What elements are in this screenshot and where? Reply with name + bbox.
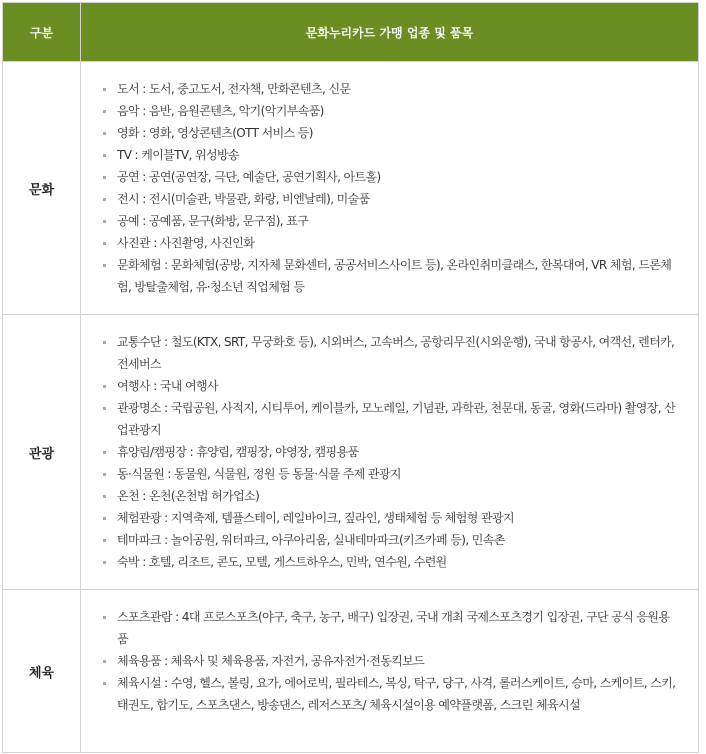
bullet-icon [103,495,106,498]
list-item [103,254,678,298]
bullet-icon [103,132,106,135]
bullet-icon [103,616,106,619]
item-text: 관광명소 : 국립공원, 사적지, 시티투어, 케이블카, 모노레일, 기념관, 과학관, 천문대, 동굴, 영화(드라마) 촬영장, 산업관광지 [117,401,676,437]
item-text: 문화체험 : 문화체험(공방, 지자체 문화센터, 공공서비스사이트 등), 온라인취미클래스, 한복대여, VR 체험, 드론체험, 방탈출체험, 유·청소년 직업체험 등 [117,258,672,294]
list-item [103,551,678,573]
item-text: 체육시설 : 수영, 헬스, 볼링, 요가, 에어로빅, 필라테스, 복싱, 탁구, 당구, 사격, 롤러스케이트, 승마, 스케이트, 스키, 태권도, 합기도, 스포츠댄스, 방송댄스, 레저스포츠/ 체육시설이용 예약플랫폼, 스크린 체육시설 [117,676,676,712]
item-text: 휴양림/캠핑장 : 휴양림, 캠핑장, 야영장, 캠핑용품 [117,445,359,459]
list-item [103,507,678,529]
list-item [103,232,678,254]
item-text: 공연 : 공연(공연장, 극단, 예술단, 공연기획사, 아트홀) [117,170,381,184]
list-item [103,672,678,716]
item-text: 숙박 : 호텔, 리조트, 콘도, 모텔, 게스트하우스, 민박, 연수원, 수련원 [117,555,447,569]
table-row-sports [3,590,699,753]
bullet-icon [103,660,106,663]
item-text: 음악 : 음반, 음원콘텐츠, 악기(악기부속품) [117,104,324,118]
header-items: 문화누리카드 가맹 업종 및 품목 [81,3,699,62]
table-row-culture [3,62,699,315]
list-item [103,144,678,166]
items-cell-sports [81,590,699,753]
bullet-icon [103,517,106,520]
category-sports: 체육 [3,590,81,753]
bullet-icon [103,88,106,91]
category-tourism: 관광 [3,315,81,590]
item-text: 테마파크 : 놀이공원, 워터파크, 아쿠아리움, 실내테마파크(키즈카페 등), 민속촌 [117,533,505,547]
bullet-icon [103,176,106,179]
bullet-icon [103,473,106,476]
item-text: 스포츠관람 : 4대 프로스포츠(야구, 축구, 농구, 배구) 입장권, 국내 개최 국제스포츠경기 입장권, 구단 공식 응원용품 [117,610,670,646]
bullet-icon [103,539,106,542]
list-item [103,188,678,210]
list-item [103,463,678,485]
item-text: 공예 : 공예품, 문구(화방, 문구점), 표구 [117,214,309,228]
bullet-icon [103,264,106,267]
list-item [103,485,678,507]
list-item [103,166,678,188]
item-text: 체육용품 : 체육사 및 체육용품, 자전거, 공유자전거·전동킥보드 [117,654,425,668]
bullet-icon [103,242,106,245]
category-culture: 문화 [3,62,81,315]
bullet-icon [103,682,106,685]
list-item [103,78,678,100]
header-category: 구분 [3,3,81,62]
item-text: 체험관광 : 지역축제, 템플스테이, 레일바이크, 짚라인, 생태체험 등 체험형 관광지 [117,511,514,525]
item-text: 동·식물원 : 동물원, 식물원, 정원 등 동물·식물 주제 관광지 [117,467,401,481]
list-item [103,529,678,551]
item-list-sports [81,590,698,732]
item-text: 전시 : 전시(미술관, 박물관, 화랑, 비엔날레), 미술품 [117,192,370,206]
bullet-icon [103,385,106,388]
item-list-tourism [81,315,698,589]
list-item [103,100,678,122]
bullet-icon [103,407,106,410]
item-text: 도서 : 도서, 중고도서, 전자책, 만화콘텐츠, 신문 [117,82,351,96]
item-text: 온천 : 온천(온천법 허가업소) [117,489,260,503]
merchant-category-table [2,2,699,753]
list-item [103,397,678,441]
item-text: 교통수단 : 철도(KTX, SRT, 무궁화호 등), 시외버스, 고속버스, 공항리무진(시외운행), 국내 항공사, 여객선, 렌터카, 전세버스 [117,335,675,371]
list-item [103,441,678,463]
bullet-icon [103,110,106,113]
item-text: TV : 케이블TV, 위성방송 [117,148,239,162]
bullet-icon [103,341,106,344]
list-item [103,606,678,650]
list-item [103,331,678,375]
bullet-icon [103,198,106,201]
item-list-culture [81,62,698,314]
bullet-icon [103,451,106,454]
bullet-icon [103,561,106,564]
list-item [103,650,678,672]
item-text: 사진관 : 사진촬영, 사진인화 [117,236,255,250]
bullet-icon [103,154,106,157]
item-text: 영화 : 영화, 영상콘텐츠(OTT 서비스 등) [117,126,313,140]
table-row-tourism [3,315,699,590]
items-cell-tourism [81,315,699,590]
items-cell-culture [81,62,699,315]
bullet-icon [103,220,106,223]
list-item [103,210,678,232]
list-item [103,375,678,397]
list-item [103,122,678,144]
table-header-row [3,3,699,62]
item-text: 여행사 : 국내 여행사 [117,379,219,393]
